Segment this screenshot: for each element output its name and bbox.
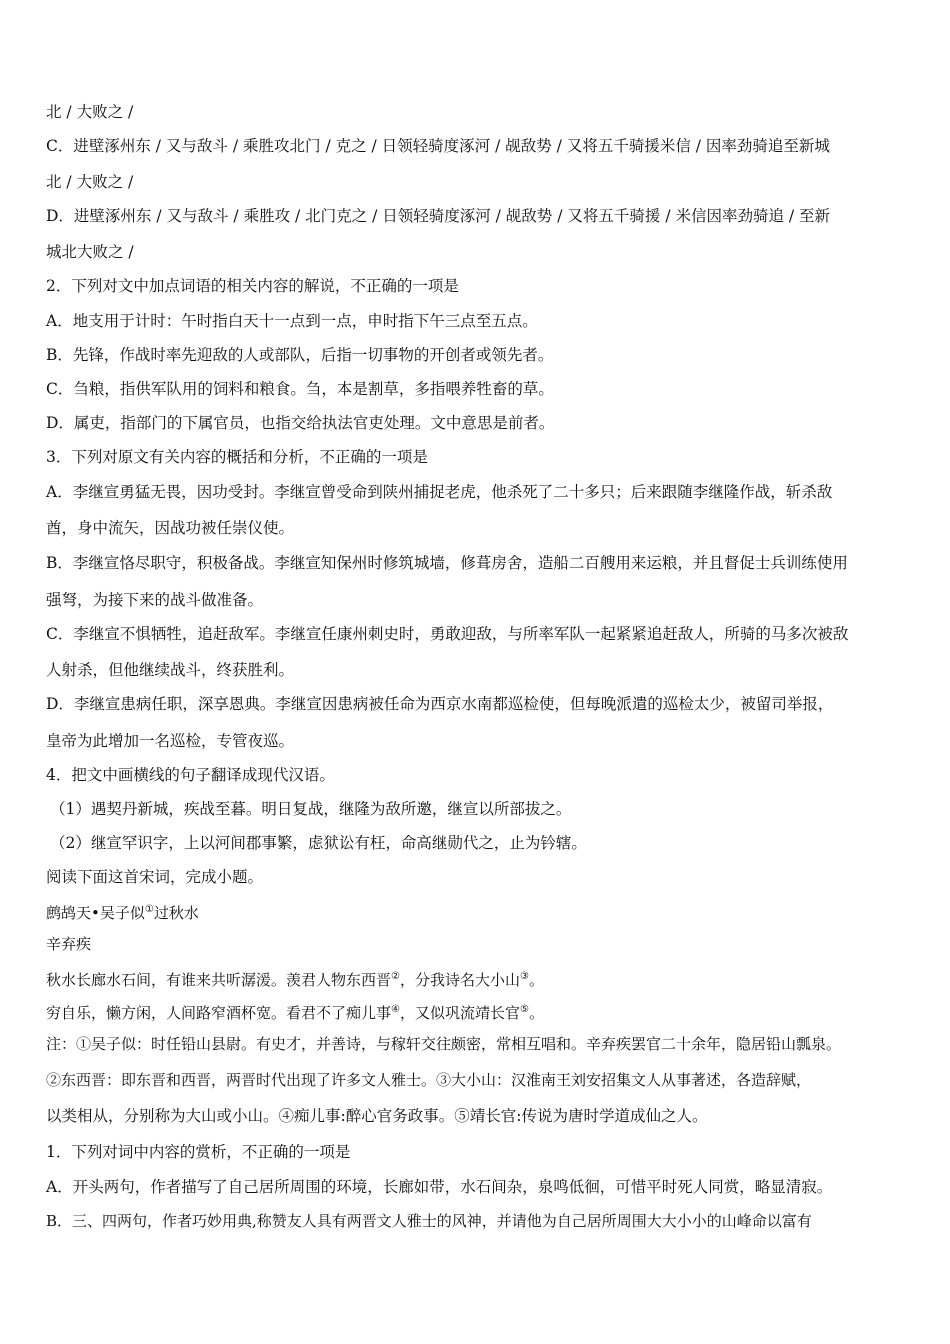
translation-sentence: （2）继宣罕识字，上以河间郡事繁，虑狱讼有枉，命高继勋代之，止为钤辖。 — [50, 834, 587, 852]
option-line: D．李继宣患病任职，深享恩典。李继宣因患病被任命为西京水南都巡检使，但每晚派遣的巡检太少，被留司举报， — [46, 695, 834, 713]
poem-text: ，又似巩流靖长官 — [399, 1004, 520, 1022]
text-line: C．进壁涿州东 / 又与敌斗 / 乘胜攻北门 / 克之 / 日领轻骑度涿河 / 觇敌势 / 又将五千骑援米信 / 因率劲骑追至新城 — [46, 137, 830, 155]
poem-text: 秋水长廊水石间，有谁来共听潺湲。羡君人物东西晋 — [46, 971, 392, 989]
option-line: A．开头两句，作者描写了自己居所周围的环境，长廊如带，水石间杂，泉鸣低徊，可惜平时死人同赏，略显清寂。 — [46, 1178, 833, 1196]
poem-text: 。 — [528, 1004, 544, 1022]
text-line: 北 / 大败之 / — [46, 103, 134, 121]
footnote-line: 注：①吴子似：时任铅山县尉。有史才，并善诗，与稼轩交往颇密，常相互唱和。辛弃疾罢官二十余年，隐居铅山瓢泉。 — [46, 1035, 842, 1053]
poem-title-text: 过秋水 — [153, 904, 199, 922]
text-line: 酋，身中流矢，因战功被任崇仪使。 — [46, 519, 295, 537]
question-heading: 4．把文中画横线的句子翻译成现代汉语。 — [46, 766, 335, 784]
option-line: C．李继宣不惧牺牲，追赶敌军。李继宣任康州刺史时，勇敢迎敌，与所率军队一起紧紧追赶敌人，所骑的马多次被敌 — [46, 625, 849, 643]
footnote-marker: ② — [391, 971, 400, 982]
text-line: 皇帝为此增加一名巡检，专管夜巡。 — [46, 732, 295, 750]
poem-line — [46, 967, 544, 990]
text-line: D．进壁涿州东 / 又与敌斗 / 乘胜攻 / 北门克之 / 日领轻骑度涿河 / 觇敌势 / 又将五千骑援 / 米信因率劲骑追 / 至新 — [46, 207, 831, 225]
text-line: 城北大败之 / — [46, 243, 134, 261]
text-line: 人射杀，但他继续战斗，终获胜利。 — [46, 661, 295, 679]
option-line: B．先锋，作战时率先迎敌的人或部队，后指一切事物的开创者或领先者。 — [46, 346, 554, 364]
poem-author: 辛弃疾 — [46, 935, 92, 953]
option-line: B．三、四两句，作者巧妙用典,称赞友人具有两晋文人雅士的风神，并请他为自己居所周围大大小小的山峰命以富有 — [46, 1212, 812, 1230]
footnote-marker: ⑤ — [520, 1004, 529, 1015]
poem-text: 穷自乐，懒方闲，人间路窄酒杯宽。看君不了痴儿事 — [46, 1004, 392, 1022]
translation-sentence: （1）遇契丹新城，疾战至暮。明日复战，继隆为敌所邀，继宣以所部拔之。 — [50, 800, 572, 818]
option-line: D．属吏，指部门的下属官员，也指交给执法官吏处理。文中意思是前者。 — [46, 414, 555, 432]
question-heading: 3．下列对原文有关内容的概括和分析，不正确的一项是 — [46, 448, 428, 466]
option-line: A．地支用于计时：午时指白天十一点到一点，申时指下午三点至五点。 — [46, 312, 538, 330]
footnote-marker: ④ — [391, 1004, 400, 1015]
footnote-marker: ① — [144, 904, 154, 915]
footnote-marker: ③ — [520, 971, 529, 982]
question-heading: 1．下列对词中内容的赏析，不正确的一项是 — [46, 1143, 351, 1161]
text-line: 北 / 大败之 / — [46, 173, 134, 191]
footnote-line: 以类相从，分别称为大山或小山。④痴儿事:醉心官务政事。⑤靖长官:传说为唐时学道成仙之人。 — [46, 1107, 708, 1125]
poem-title-text: 鹧鸪天•吴子似 — [46, 904, 145, 922]
footnote-line: ②东西晋：即东晋和西晋，两晋时代出现了许多文人雅士。③大小山：汉淮南王刘安招集文人从事著述，各造辞赋， — [46, 1071, 812, 1089]
poem-text: 。 — [528, 971, 544, 989]
question-heading: 2．下列对文中加点词语的相关内容的解说，不正确的一项是 — [46, 277, 459, 295]
instruction-line: 阅读下面这首宋词，完成小题。 — [46, 868, 264, 886]
option-line: B．李继宣恪尽职守，积极备战。李继宣知保州时修筑城墙，修葺房舍，造船二百艘用来运粮，并且督促士兵训练使用 — [46, 554, 848, 572]
text-line: 强弩，为接下来的战斗做准备。 — [46, 591, 264, 609]
poem-line — [46, 1000, 544, 1023]
poem-text: ，分我诗名大小山 — [399, 971, 520, 989]
option-line: A．李继宣勇猛无畏，因功受封。李继宣曾受命到陕州捕捉老虎，他杀死了二十多只；后来跟随李继隆作战，斩杀敌 — [46, 483, 833, 501]
poem-title — [46, 900, 199, 923]
option-line: C．刍粮，指供军队用的饲料和粮食。刍，本是割草，多指喂养牲畜的草。 — [46, 380, 554, 398]
